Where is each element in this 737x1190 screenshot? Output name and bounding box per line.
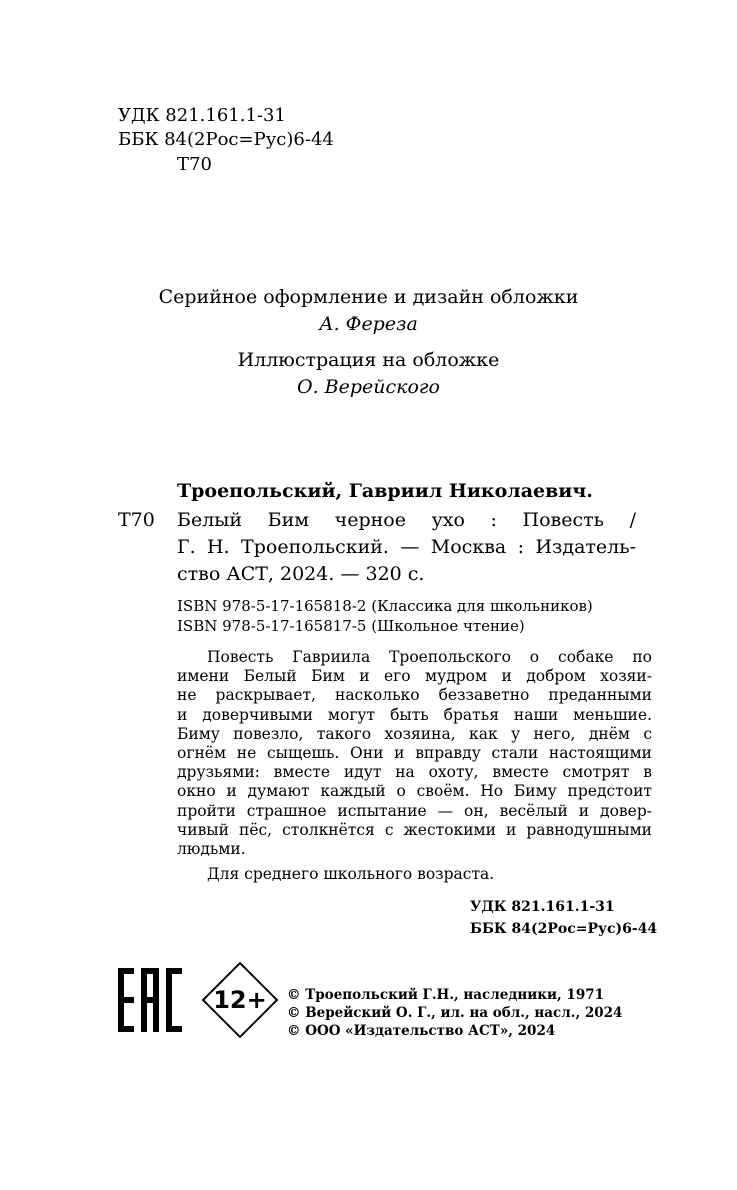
copyright-line: © Троепольский Г.Н., наследники, 1971: [287, 987, 604, 1003]
illustration-name: О. Верейского: [297, 376, 440, 398]
udk-bottom: УДК 821.161.1-31: [470, 899, 615, 915]
series-design-name: А. Фереза: [319, 313, 418, 335]
annotation-line: окно и думают каждый о своём. Но Биму предстоит: [177, 782, 652, 801]
copyright-line: © ООО «Издательство АСТ», 2024: [287, 1023, 556, 1039]
age-rating-label: 12+: [213, 986, 267, 1014]
isbn-line: ISBN 978-5-17-165817-5 (Школьное чтение): [177, 617, 525, 635]
age-note: Для среднего школьного возраста.: [207, 865, 495, 884]
annotation-line: имени Белый Бим и его мудром и добром хозяи-: [177, 667, 652, 686]
eac-mark-icon: [118, 968, 182, 1032]
annotation-line: Биму повезло, такого хозяина, как у него, днём с: [177, 724, 652, 743]
bbk-bottom: ББК 84(2Рос=Рус)6-44: [470, 921, 658, 937]
annotation-line: и доверчивыми могут быть братья наши меньшие.: [177, 705, 652, 724]
description-line: Белый Бим черное ухо : Повесть /: [177, 509, 636, 531]
annotation-line: пройти страшное испытание — он, весёлый и довер-: [177, 801, 652, 820]
copyright-line: © Верейский О. Г., ил. на обл., насл., 2024: [287, 1005, 623, 1021]
udk-top: УДК 821.161.1-31: [118, 105, 286, 126]
author-code: Т70: [118, 509, 155, 531]
annotation-line: людьми.: [177, 840, 246, 859]
series-design-label: Серийное оформление и дизайн обложки: [158, 286, 579, 308]
annotation: [177, 648, 652, 884]
author-code-top: Т70: [177, 154, 212, 175]
annotation-line: Повесть Гавриила Троепольского о собаке по: [207, 648, 652, 666]
age-rating-badge: [200, 960, 280, 1040]
annotation-line: не раскрывает, насколько беззаветно преданными: [177, 686, 652, 705]
bbk-top: ББК 84(2Рос=Рус)6-44: [118, 129, 334, 150]
description-line: ство АСТ, 2024. — 320 с.: [177, 563, 425, 585]
author-heading: Троепольский, Гавриил Николаевич.: [177, 480, 593, 502]
isbn-line: ISBN 978-5-17-165818-2 (Классика для школьников): [177, 597, 593, 615]
illustration-label: Иллюстрация на обложке: [237, 349, 500, 371]
annotation-line: огнём не сыщешь. Они и вправду стали настоящими: [177, 744, 652, 763]
annotation-line: чивый пёс, столкнётся с жестокими и равнодушными: [177, 820, 652, 839]
description-line: Г. Н. Троепольский. — Москва : Издатель-: [177, 536, 636, 558]
annotation-line: друзьями: вместе идут на охоту, вместе смотрят в: [177, 763, 652, 782]
